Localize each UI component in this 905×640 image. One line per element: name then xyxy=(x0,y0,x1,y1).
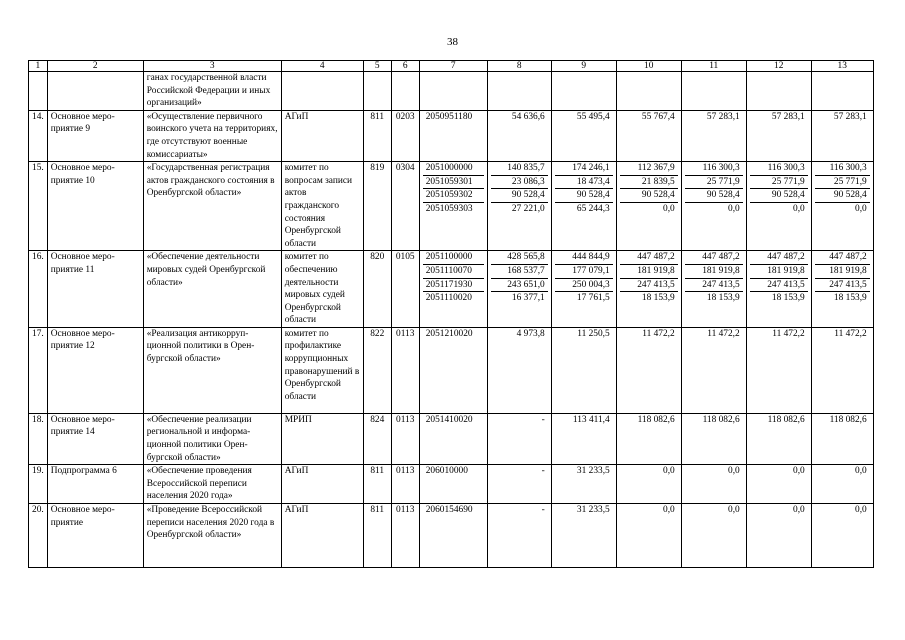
col10-cell xyxy=(616,504,681,568)
col9-cell-value: 55 495,4 xyxy=(576,111,610,122)
row-number-cell: 19. xyxy=(29,465,48,504)
event-name-cell: «Обеспечение деятельности мировых судей Оренбургской области» xyxy=(143,251,281,328)
budget-table xyxy=(28,60,874,568)
table-row xyxy=(29,162,874,251)
col8-cell-value: 23 086,3 xyxy=(491,176,548,190)
executor-cell: АГиП xyxy=(281,465,363,504)
col11-cell xyxy=(681,504,746,568)
col8-cell xyxy=(487,251,551,328)
target-article-cell xyxy=(419,162,487,251)
col9-cell-value: 250 004,3 xyxy=(555,279,613,293)
grbs-code-cell: 824 xyxy=(363,413,391,464)
col12-cell-value: 11 472,2 xyxy=(772,328,805,339)
col12-cell xyxy=(746,413,811,464)
col11-cell xyxy=(681,465,746,504)
target-article-cell xyxy=(419,327,487,413)
col11-cell-value: 11 472,2 xyxy=(707,328,740,339)
table-row xyxy=(29,327,874,413)
col10-cell xyxy=(616,251,681,328)
col11-cell xyxy=(681,413,746,464)
col13-cell xyxy=(811,504,873,568)
table-row xyxy=(29,504,874,568)
row-number-cell: 16. xyxy=(29,251,48,328)
col10-cell xyxy=(616,110,681,161)
col13-cell-value: 25 771,9 xyxy=(815,176,870,190)
col12-cell-value: 447 487,2 xyxy=(750,251,808,265)
col10-cell-value: 0,0 xyxy=(663,466,675,477)
col8-cell-value: 16 377,1 xyxy=(511,293,545,304)
col-header: 6 xyxy=(391,61,419,72)
status-cell: Основное мероприятие 12 xyxy=(47,327,143,413)
col10-cell-value: 55 767,4 xyxy=(641,111,675,122)
table-row xyxy=(29,110,874,161)
col-header: 12 xyxy=(746,61,811,72)
target-article-cell-value: 2050951180 xyxy=(425,111,473,122)
executor-cell: МРИП xyxy=(281,413,363,464)
grbs-code-cell: 811 xyxy=(363,465,391,504)
col8-cell xyxy=(487,465,551,504)
col8-cell-value: 168 537,7 xyxy=(491,265,548,279)
col8-cell-value: 4 973,8 xyxy=(516,328,545,339)
col12-cell-value: 0,0 xyxy=(793,203,805,214)
row-number-cell: 15. xyxy=(29,162,48,251)
col12-cell-value: 25 771,9 xyxy=(750,176,808,190)
col13-cell-value: 116 300,3 xyxy=(815,162,870,176)
col10-cell-value: 118 082,6 xyxy=(637,414,675,425)
col13-cell xyxy=(811,110,873,161)
col-header: 11 xyxy=(681,61,746,72)
col8-cell-value: 90 528,4 xyxy=(491,189,548,203)
col8-cell xyxy=(487,327,551,413)
status-cell: Основное мероприятие xyxy=(47,504,143,568)
col9-cell-value: 31 233,5 xyxy=(576,505,610,516)
col9-cell xyxy=(551,162,616,251)
section-code-cell: 0203 xyxy=(391,110,419,161)
col9-cell-value: 90 528,4 xyxy=(555,189,613,203)
col-header: 7 xyxy=(419,61,487,72)
col-header: 1 xyxy=(29,61,48,72)
col13-cell-value: 90 528,4 xyxy=(815,189,870,203)
col11-cell-value: 181 919,8 xyxy=(685,265,743,279)
grbs-code-cell: 822 xyxy=(363,327,391,413)
col-header: 2 xyxy=(47,61,143,72)
col9-cell xyxy=(551,251,616,328)
section-code-cell: 0113 xyxy=(391,327,419,413)
col13-cell xyxy=(811,465,873,504)
target-article-cell xyxy=(419,110,487,161)
col10-cell-value: 18 153,9 xyxy=(641,293,675,304)
col12-cell xyxy=(746,162,811,251)
target-article-cell xyxy=(419,504,487,568)
col12-cell xyxy=(746,504,811,568)
col-header: 10 xyxy=(616,61,681,72)
col10-cell xyxy=(616,413,681,464)
row-number-cell: 14. xyxy=(29,110,48,161)
col12-cell-value: 18 153,9 xyxy=(771,293,805,304)
table-row xyxy=(29,465,874,504)
col13-cell-value: 11 472,2 xyxy=(834,328,867,339)
col12-cell-value: 116 300,3 xyxy=(750,162,808,176)
col10-cell-value: 0,0 xyxy=(663,203,675,214)
col9-cell-value: 177 079,1 xyxy=(555,265,613,279)
grbs-code-cell: 811 xyxy=(363,110,391,161)
section-code-cell: 0113 xyxy=(391,465,419,504)
col11-cell-value: 0,0 xyxy=(728,203,740,214)
col-header: 3 xyxy=(143,61,281,72)
target-article-cell-value: 2051100000 xyxy=(423,251,484,265)
continuation-row xyxy=(29,72,874,111)
executor-cell: комитет по обеспечению деятельности мировых судей Оренбургской области xyxy=(281,251,363,328)
col8-cell xyxy=(487,162,551,251)
col8-cell-value: 140 835,7 xyxy=(491,162,548,176)
col13-cell-value: 0,0 xyxy=(855,203,867,214)
col9-cell-value: 11 250,5 xyxy=(577,328,610,339)
col9-cell-value: 113 411,4 xyxy=(572,414,610,425)
col11-cell-value: 18 153,9 xyxy=(706,293,740,304)
col9-cell xyxy=(551,465,616,504)
col11-cell-value: 116 300,3 xyxy=(685,162,743,176)
col9-cell xyxy=(551,110,616,161)
col9-cell-value: 444 844,9 xyxy=(555,251,613,265)
target-article-cell xyxy=(419,465,487,504)
event-name-cell: «Проведение Всероссийской переписи населения 2020 года в Оренбургской области» xyxy=(143,504,281,568)
col9-cell-value: 17 761,5 xyxy=(576,293,610,304)
col11-cell xyxy=(681,251,746,328)
target-article-cell-value: 2051171930 xyxy=(423,279,484,293)
status-cell: Подпрограмма 6 xyxy=(47,465,143,504)
col10-cell-value: 90 528,4 xyxy=(620,189,678,203)
col13-cell-value: 247 413,5 xyxy=(815,279,870,293)
col9-cell xyxy=(551,413,616,464)
col9-cell-value: 65 244,3 xyxy=(576,203,610,214)
executor-cell: комитет по вопросам записи актов гражданского состояния Оренбургской области xyxy=(281,162,363,251)
col12-cell-value: 0,0 xyxy=(793,505,805,516)
target-article-cell xyxy=(419,251,487,328)
col10-cell-value: 11 472,2 xyxy=(642,328,675,339)
page-number: 38 xyxy=(447,36,458,48)
col9-cell xyxy=(551,327,616,413)
col10-cell-value: 247 413,5 xyxy=(620,279,678,293)
col13-cell-value: 0,0 xyxy=(855,505,867,516)
col8-cell-value: - xyxy=(541,414,545,425)
col11-cell xyxy=(681,162,746,251)
col13-cell-value: 118 082,6 xyxy=(829,414,867,425)
col-header: 13 xyxy=(811,61,873,72)
target-article-cell-value: 2051410020 xyxy=(425,414,473,425)
event-name-cell: «Обеспечение проведения Всероссийской переписи населения 2020 года» xyxy=(143,465,281,504)
header-row xyxy=(29,61,874,72)
col10-cell-value: 112 367,9 xyxy=(620,162,678,176)
col12-cell-value: 90 528,4 xyxy=(750,189,808,203)
target-article-cell-value: 2051110070 xyxy=(423,265,484,279)
col12-cell-value: 0,0 xyxy=(793,466,805,477)
section-code-cell: 0113 xyxy=(391,504,419,568)
col8-cell-value: 428 565,8 xyxy=(491,251,548,265)
grbs-code-cell: 811 xyxy=(363,504,391,568)
target-article-cell-value: 2051059302 xyxy=(423,189,484,203)
col11-cell-value: 118 082,6 xyxy=(702,414,740,425)
row-number-cell: 17. xyxy=(29,327,48,413)
col12-cell xyxy=(746,465,811,504)
status-cell: Основное мероприятие 11 xyxy=(47,251,143,328)
col12-cell-value: 181 919,8 xyxy=(750,265,808,279)
col8-cell-value: 54 636,6 xyxy=(511,111,545,122)
col13-cell-value: 0,0 xyxy=(855,466,867,477)
col13-cell-value: 181 919,8 xyxy=(815,265,870,279)
target-article-cell-value: 2051000000 xyxy=(423,162,484,176)
event-name-cell: «Государственная регистрация актов гражданского состояния в Оренбургской области» xyxy=(143,162,281,251)
col11-cell-value: 447 487,2 xyxy=(685,251,743,265)
grbs-code-cell: 820 xyxy=(363,251,391,328)
col11-cell-value: 57 283,1 xyxy=(706,111,740,122)
col8-cell xyxy=(487,413,551,464)
col10-cell-value: 21 839,5 xyxy=(620,176,678,190)
target-article-cell-value: 2051210020 xyxy=(425,328,473,339)
col13-cell xyxy=(811,162,873,251)
col10-cell xyxy=(616,465,681,504)
event-name-cell: ганах государственной власти Российской Федерации и иных организаций» xyxy=(143,72,281,111)
executor-cell: АГиП xyxy=(281,504,363,568)
col-header: 5 xyxy=(363,61,391,72)
target-article-cell xyxy=(419,413,487,464)
target-article-cell-value: 206010000 xyxy=(425,466,468,477)
col-header: 9 xyxy=(551,61,616,72)
col8-cell-value: 27 221,0 xyxy=(511,203,545,214)
col9-cell-value: 31 233,5 xyxy=(576,466,610,477)
grbs-code-cell: 819 xyxy=(363,162,391,251)
col10-cell xyxy=(616,162,681,251)
col10-cell-value: 447 487,2 xyxy=(620,251,678,265)
col11-cell-value: 0,0 xyxy=(728,505,740,516)
section-code-cell: 0304 xyxy=(391,162,419,251)
col9-cell-value: 18 473,4 xyxy=(555,176,613,190)
target-article-cell-value: 2051059301 xyxy=(423,176,484,190)
col11-cell xyxy=(681,327,746,413)
col8-cell-value: - xyxy=(541,466,545,477)
target-article-cell-value: 2051110020 xyxy=(425,293,472,304)
col11-cell-value: 25 771,9 xyxy=(685,176,743,190)
col12-cell-value: 247 413,5 xyxy=(750,279,808,293)
status-cell: Основное мероприятие 14 xyxy=(47,413,143,464)
col13-cell xyxy=(811,413,873,464)
col-header: 8 xyxy=(487,61,551,72)
table-row xyxy=(29,251,874,328)
col10-cell-value: 0,0 xyxy=(663,505,675,516)
col12-cell xyxy=(746,327,811,413)
col10-cell xyxy=(616,327,681,413)
event-name-cell: «Осуществление первичного воинского учета на территориях, где отсутствуют военные комиссариаты» xyxy=(143,110,281,161)
col11-cell-value: 90 528,4 xyxy=(685,189,743,203)
col10-cell-value: 181 919,8 xyxy=(620,265,678,279)
col8-cell xyxy=(487,504,551,568)
section-code-cell: 0113 xyxy=(391,413,419,464)
executor-cell: АГиП xyxy=(281,110,363,161)
col8-cell xyxy=(487,110,551,161)
col12-cell-value: 118 082,6 xyxy=(767,414,805,425)
col12-cell xyxy=(746,110,811,161)
col13-cell xyxy=(811,251,873,328)
col11-cell-value: 247 413,5 xyxy=(685,279,743,293)
status-cell: Основное мероприятие 9 xyxy=(47,110,143,161)
col9-cell xyxy=(551,504,616,568)
section-code-cell: 0105 xyxy=(391,251,419,328)
event-name-cell: «Обеспечение реализации региональной и информационной политики Оренбургской области» xyxy=(143,413,281,464)
col8-cell-value: 243 651,0 xyxy=(491,279,548,293)
target-article-cell-value: 2051059303 xyxy=(425,203,473,214)
col11-cell-value: 0,0 xyxy=(728,466,740,477)
col8-cell-value: - xyxy=(541,505,545,516)
col12-cell xyxy=(746,251,811,328)
row-number-cell: 18. xyxy=(29,413,48,464)
col13-cell xyxy=(811,327,873,413)
col-header: 4 xyxy=(281,61,363,72)
executor-cell: комитет по профилактике коррупционных правонарушений в Оренбургской области xyxy=(281,327,363,413)
status-cell: Основное мероприятие 10 xyxy=(47,162,143,251)
event-name-cell: «Реализация антикоррупционной политики в Оренбургской области» xyxy=(143,327,281,413)
row-number-cell: 20. xyxy=(29,504,48,568)
target-article-cell-value: 2060154690 xyxy=(425,505,473,516)
col13-cell-value: 57 283,1 xyxy=(833,111,867,122)
col12-cell-value: 57 283,1 xyxy=(771,111,805,122)
col9-cell-value: 174 246,1 xyxy=(555,162,613,176)
col13-cell-value: 447 487,2 xyxy=(815,251,870,265)
col13-cell-value: 18 153,9 xyxy=(833,293,867,304)
table-row xyxy=(29,413,874,464)
col11-cell xyxy=(681,110,746,161)
